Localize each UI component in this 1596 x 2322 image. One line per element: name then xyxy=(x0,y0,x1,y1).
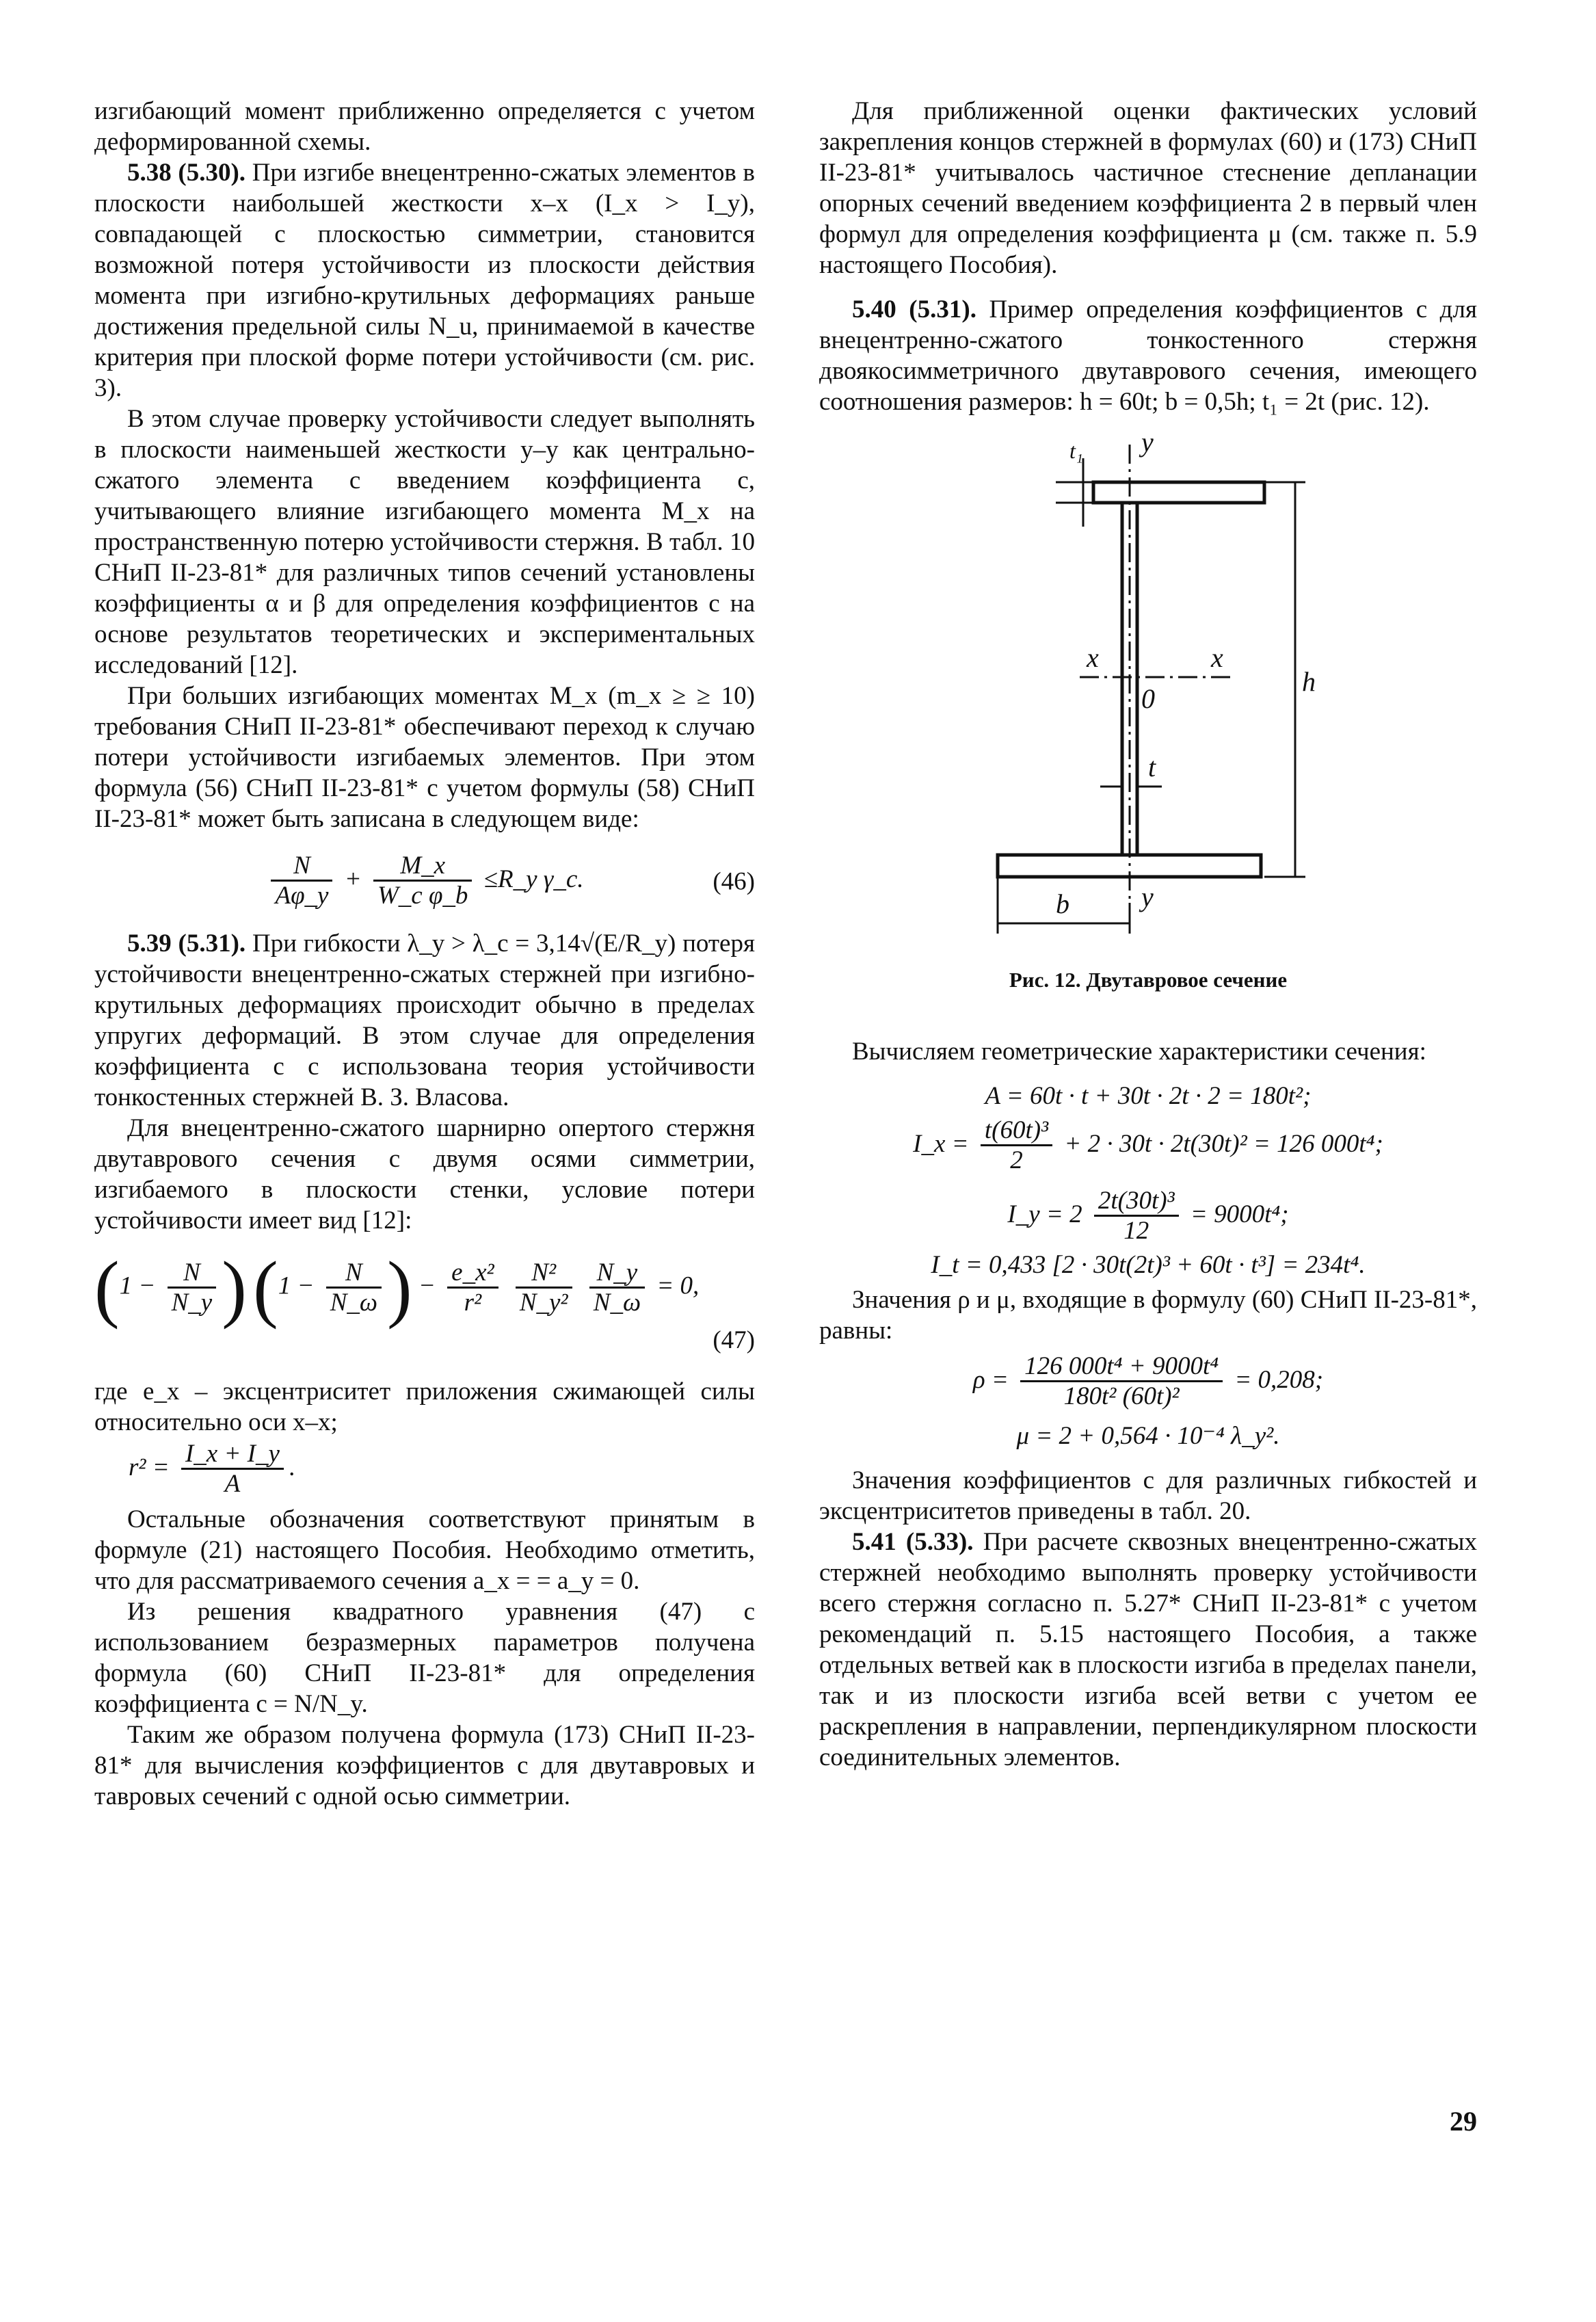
section-text: Пример определения коэффициентов c для внецентренно-сжатого тонкостенного стержня двоякосимметричного двутаврового сечения, имеющего соотношения размеров: h = 60t; b = 0,5h; t₁ = 2t (рис. 12). xyxy=(819,295,1477,416)
paragraph-table-20: Значения коэффициентов c для различных гибкостей и эксцентриситетов приведены в табл. 20. xyxy=(819,1466,1477,1525)
section-number: 5.41 (5.33). xyxy=(852,1528,974,1556)
paragraph-i-beam-condition: Для внецентренно-сжатого шарнирно опертого стержня двутаврового сечения с двумя осями симметрии, изгибаемого в плоскости стенки, условие потери устойчивости имеет вид [12]: xyxy=(94,1114,755,1235)
section-5-40 xyxy=(819,294,1477,417)
page-number: 29 xyxy=(1450,2106,1477,2137)
equation-Ix: I_x = $\frac{\text{t(60t)³}}{2}$ + 2 · 30t · 2t(30t)² = 126 000t⁴; xyxy=(913,1116,1383,1174)
label-x-right: x xyxy=(1211,642,1223,673)
label-t: t xyxy=(1148,752,1156,782)
section-text: При гибкости λ_y > λ_c = 3,14√(E/R_y) потеря устойчивости внецентренно-сжатых стержней при изгибно-крутильных деформациях происходит обычно в пределах упругих деформаций. В этом случае для определения коэффициента c с использована теория устойчивости тонкостенных стержней В. З. Власова. xyxy=(94,929,755,1111)
equation-r2: r² = $\frac{I\_x + I\_y}{A}$ . xyxy=(129,1440,296,1498)
right-column xyxy=(819,96,1477,1773)
label-t1: t₁ xyxy=(1069,438,1084,463)
section-number: 5.40 (5.31). xyxy=(852,295,976,324)
section-5-39 xyxy=(94,928,755,1113)
figure-caption: Рис. 12. Двутавровое сечение xyxy=(1009,968,1288,992)
paragraph-approx-estimate: Для приближенной оценки фактических условий закрепления концов стержней в формулах (60) и (173) СНиП II-23-81* учитывалось частичное стеснение депланации опорных сечений введением коэффициента 2 в первый член формул для определения коэффициента μ (см. также п. 5.9 настоящего Пособия). xyxy=(819,97,1477,279)
equation-number: (47) xyxy=(713,1326,755,1354)
paragraph-compute-geometry: Вычисляем геометрические характеристики сечения: xyxy=(852,1038,1426,1066)
top-flange xyxy=(1093,482,1264,503)
section-5-41 xyxy=(819,1527,1477,1773)
paragraph-where: где e_x – эксцентриситет приложения сжимающей силы относительно оси x–x; xyxy=(94,1377,755,1436)
label-b: b xyxy=(1056,888,1069,919)
paragraph-quadratic: Из решения квадратного уравнения (47) с использованием безразмерных параметров получена формула (60) СНиП II-23-81* для определения коэффициента c = N/N_y. xyxy=(94,1598,755,1718)
equation-number: (46) xyxy=(713,867,755,895)
i-beam-section-figure xyxy=(943,431,1353,951)
equation-rho: ρ = $\frac{\text{126 000t⁴ + 9000t⁴}}{\text{180t² (60t)²}}$ = 0,208; xyxy=(972,1352,1324,1410)
label-y-bottom: y xyxy=(1141,882,1154,912)
equation-46: $\frac{N}{A\varphi\_y}$ + $\frac{M\_x}{\text{W\_c φ\_b}}$ ≤R_y γ_c. (46) xyxy=(94,852,755,910)
paragraph-stability-check: В этом случае проверку устойчивости следует выполнять в плоскости наименьшей жесткости y–y как центрально-сжатого элемента с введением коэффициента c, учитывающего влияние изгибающего момента M_x на пространственную потерю устойчивости стержня. В табл. 10 СНиП II-23-81* для различных типов сечений установлены коэффициенты α и β для определения коэффициентов c на основе результатов теоретических и экспериментальных исследований [12]. xyxy=(94,405,755,679)
section-number: 5.38 (5.30). xyxy=(127,159,246,187)
section-number: 5.39 (5.31). xyxy=(127,929,246,958)
equation-It: I_t = 0,433 [2 · 30t(2t)³ + 60t · t³] = 234t⁴. xyxy=(931,1251,1366,1279)
equation-mu: μ = 2 + 0,564 · 10⁻⁴ λ_y². xyxy=(1016,1422,1280,1450)
label-y-top: y xyxy=(1141,431,1154,458)
section-text: При расчете сквозных внецентренно-сжатых стержней необходимо выполнять проверку устойчивости всего стержня согласно п. 5.27* СНиП II-23-81* с учетом рекомендаций п. 5.15 настоящего Пособия, а также отдельных ветвей как в плоскости изгиба в пределах панели, так и из плоскости изгиба всей ветви с учетом ее раскрепления в направлении, перпендикулярном плоскости соединительных элементов. xyxy=(819,1528,1477,1771)
label-h: h xyxy=(1302,666,1316,697)
left-column xyxy=(94,96,755,1812)
equation-area: A = 60t · t + 30t · 2t · 2 = 180t²; xyxy=(985,1082,1312,1110)
paragraph-formula-173: Таким же образом получена формула (173) СНиП II-23-81* для вычисления коэффициентов c для двутавровых и тавровых сечений с одной осью симметрии. xyxy=(94,1721,755,1810)
label-x-left: x xyxy=(1087,642,1099,673)
section-5-38 xyxy=(94,157,755,404)
paragraph-continuation: изгибающий момент приближенно определяется с учетом деформированной схемы. xyxy=(94,97,755,156)
paragraph-large-moments: При больших изгибающих моментах M_x (m_x ≥ ≥ 10) требования СНиП II-23-81* обеспечивают переход к случаю потери устойчивости изгибаемых элементов. При этом формула (56) СНиП II-23-81* с учетом формулы (58) СНиП II-23-81* может быть записана в следующем виде: xyxy=(94,682,755,833)
label-origin: 0 xyxy=(1141,683,1155,714)
paragraph-other-notations: Остальные обозначения соответствуют принятым в формуле (21) настоящего Пособия. Необходимо отметить, что для рассматриваемого сечения a_x = = a_y = 0. xyxy=(94,1505,755,1595)
section-text: При изгибе внецентренно-сжатых элементов в плоскости наибольшей жесткости x–x (I_x > I_y), совпадающей с плоскостью симметрии, становится возможной потеря устойчивости из плоскости действия момента при изгибно-крутильных деформациях раньше достижения предельной силы N_u, принимаемой в качестве критерия при плоской форме потери устойчивости (см. рис. 3). xyxy=(94,159,755,402)
equation-Iy: I_y = 2 $\frac{\text{2t(30t)³}}{12}$ = 9000t⁴; xyxy=(1007,1187,1289,1245)
equation-47: (1 − $\frac{N}{N\_y}$ ) (1 − $\frac{N}{N\_\omega}$ ) − $\frac{\text{e\_x²}}{\text{r²}}$ $\frac{\text{N²}}{\text{N\_y²}}$ $\frac{N\_y}{N\_\omega}$ = 0, xyxy=(94,1246,700,1330)
paragraph-rho-mu: Значения ρ и μ, входящие в формулу (60) СНиП II-23-81*, равны: xyxy=(819,1286,1477,1345)
